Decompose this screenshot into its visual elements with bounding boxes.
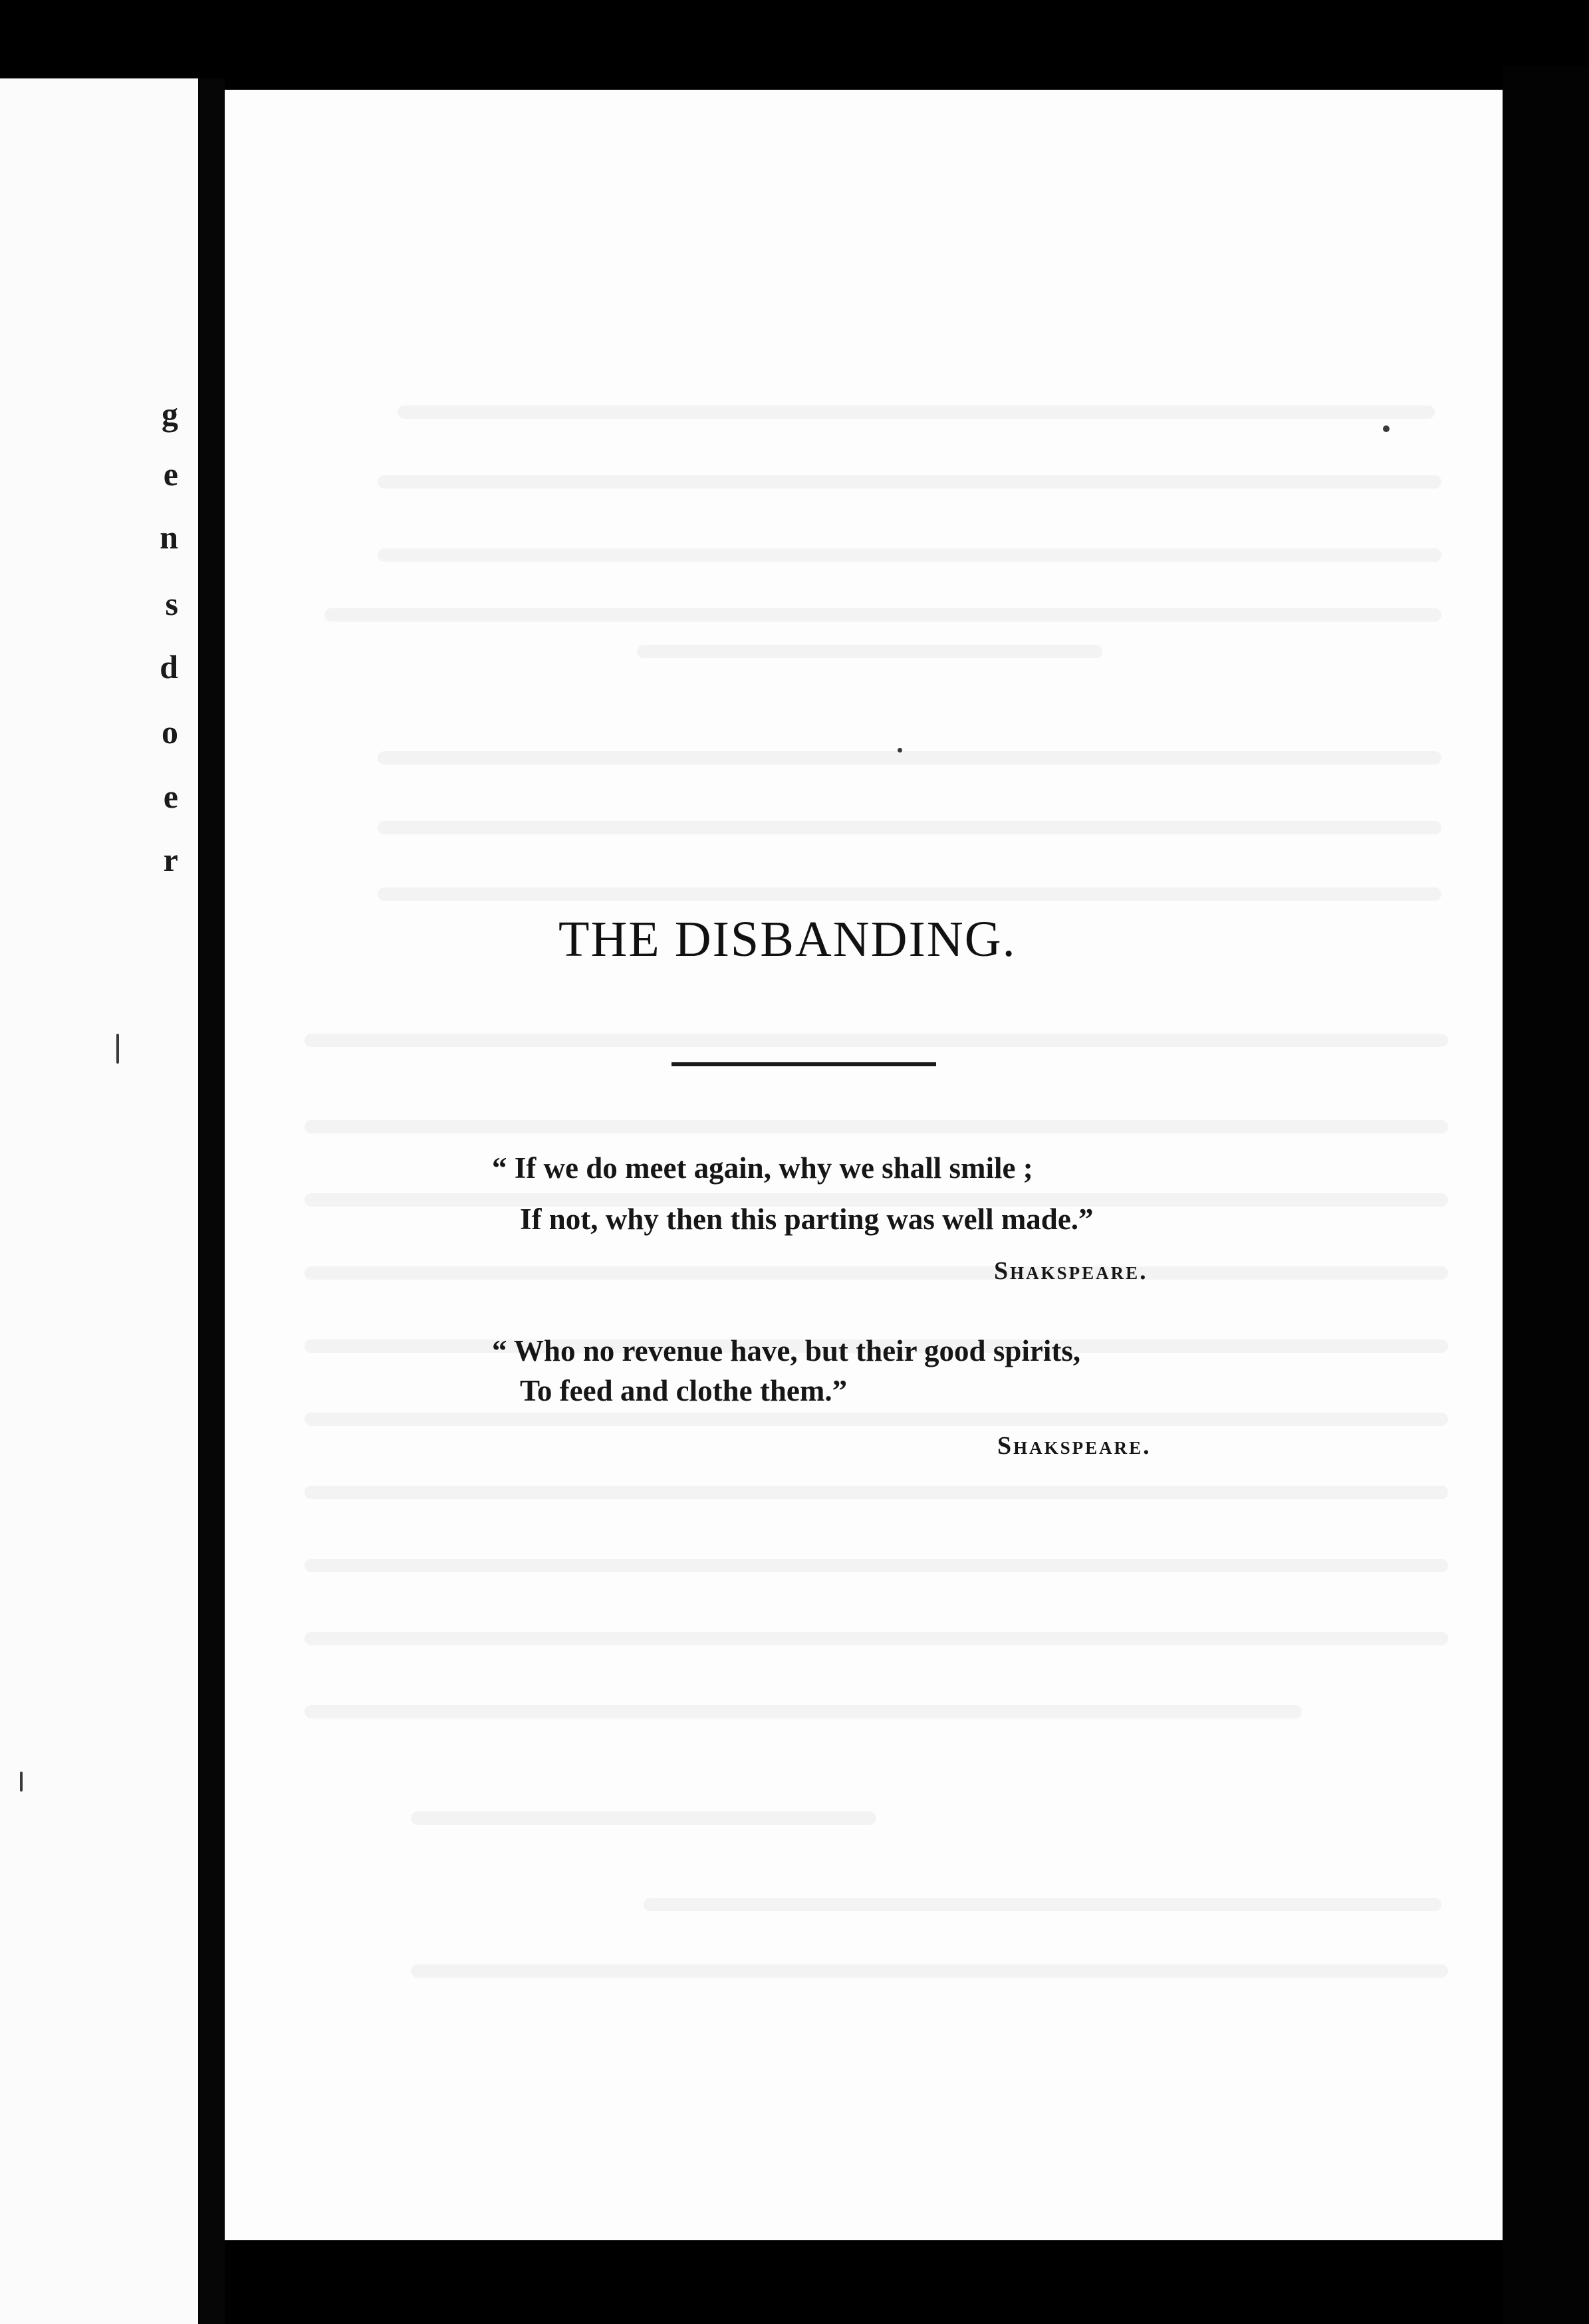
page-title: THE DISBANDING. xyxy=(558,911,1017,967)
paper-speck xyxy=(116,1034,119,1064)
left-page xyxy=(0,78,198,2324)
edge-letter: d xyxy=(160,648,178,685)
paper-speck xyxy=(20,1772,23,1792)
paper-speck xyxy=(1383,425,1390,432)
epigraph-line: To feed and clothe them.” xyxy=(520,1374,848,1407)
epigraph-line: If not, why then this parting was well made.” xyxy=(520,1203,1094,1236)
edge-letter: s xyxy=(165,585,178,622)
edge-letter: e xyxy=(163,778,178,815)
edge-letter: o xyxy=(162,713,178,751)
left-page-text-edge xyxy=(0,78,198,2324)
epigraph-attribution: Shakspeare. xyxy=(994,1257,1148,1285)
book-gutter xyxy=(198,78,225,2324)
edge-letter: n xyxy=(160,519,178,556)
epigraph-attribution: Shakspeare. xyxy=(997,1432,1152,1460)
edge-letter: r xyxy=(163,841,178,878)
right-page-edge xyxy=(1503,66,1589,2324)
epigraph-line: “ Who no revenue have, but their good spirits, xyxy=(492,1334,1081,1367)
epigraph-line: “ If we do meet again, why we shall smile ; xyxy=(492,1151,1033,1185)
paper-speck xyxy=(898,748,902,753)
edge-letter: e xyxy=(163,455,178,493)
title-rule xyxy=(672,1062,936,1066)
edge-letter: g xyxy=(162,396,178,433)
